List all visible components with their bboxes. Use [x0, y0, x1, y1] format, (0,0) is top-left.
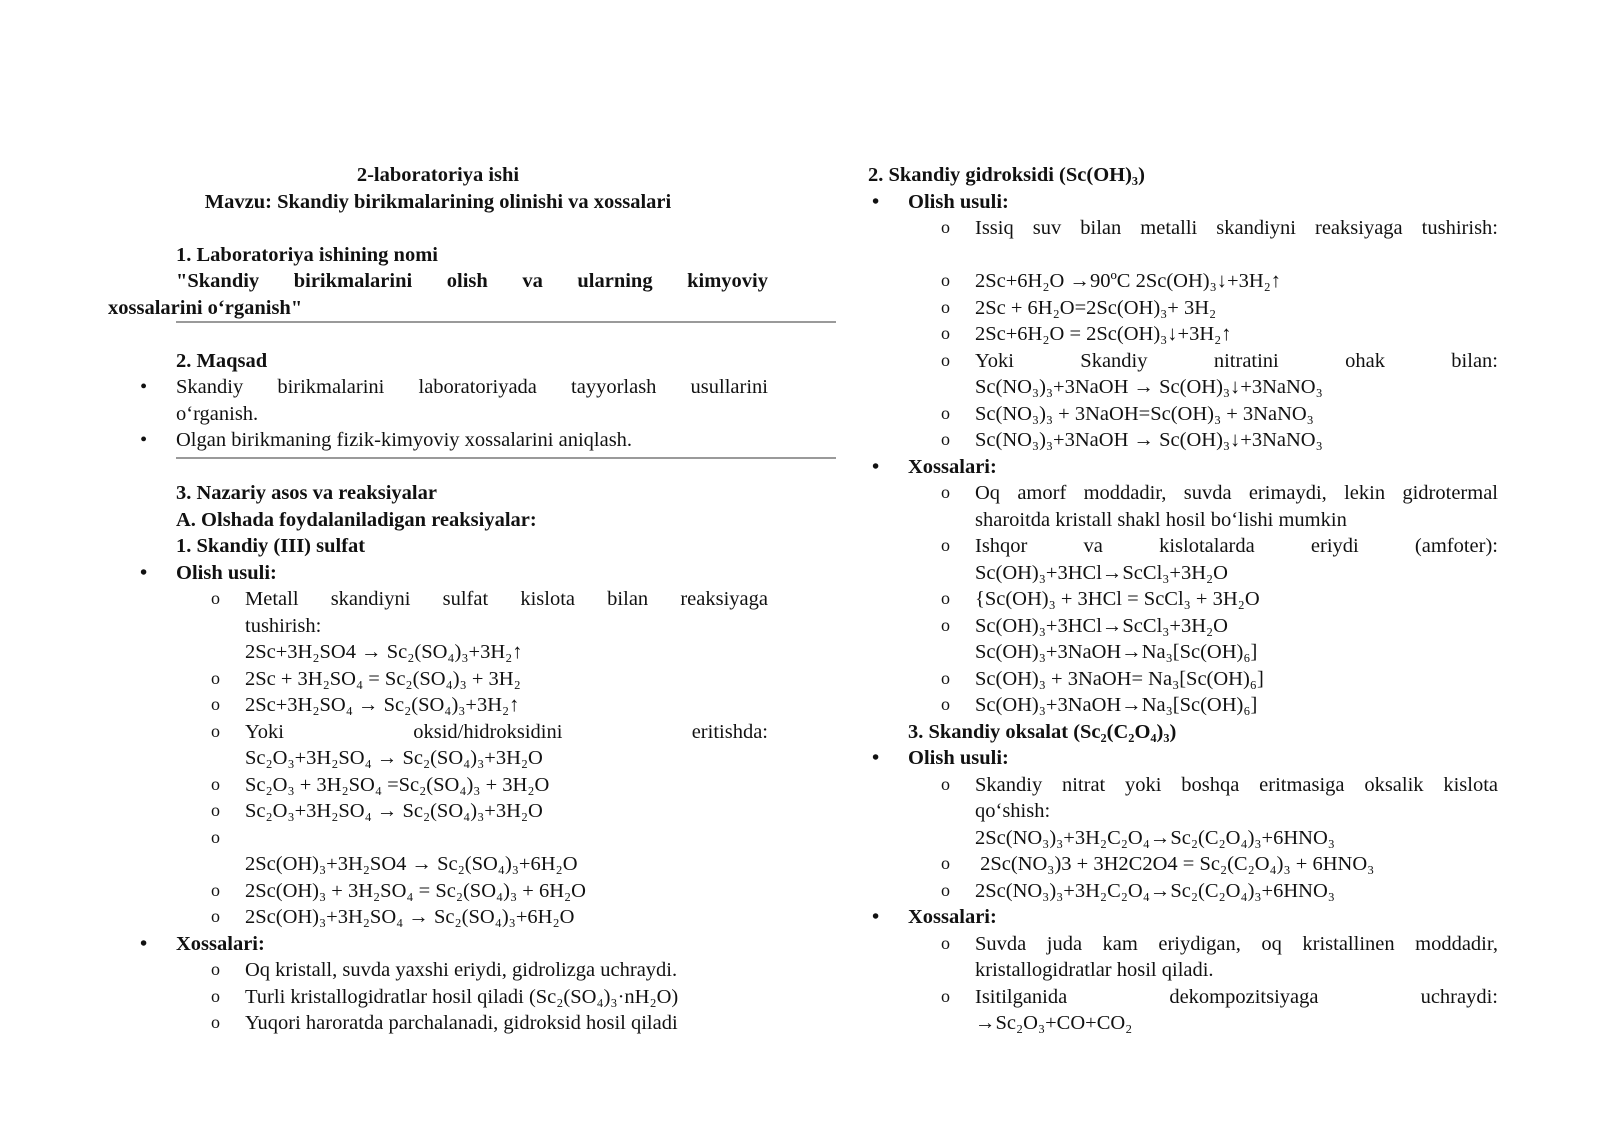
goal-item-1-line2: o‘rganish. — [176, 402, 259, 425]
hydroxide-property-2-line1: o Ishqor va kislotalarda eriydi (amfoter): — [868, 533, 1498, 560]
hydroxide-equation-3: o 2Sc+6H₂O = 2Sc(OH)₃↓+3H₂↑ — [868, 321, 1498, 348]
hydroxide-property-1-line2: sharoitda kristall shakl hosil bo‘lishi mumkin — [975, 508, 1347, 531]
hydroxide-property-4-line1: o Sc(OH)₃+3HCl→ScCl₃+3H₂O — [868, 613, 1498, 640]
section-1-heading: 1. Laboratoriya ishining nomi — [176, 243, 438, 266]
oxalate-equation-3: o 2Sc(NO₃)₃+3H₂C₂O₄→Sc₂(C₂O₄)₃+6HNO₃ — [868, 878, 1498, 905]
oxalate-property-2-line1: o Isitilganida dekompozitsiyaga uchraydi: — [868, 984, 1498, 1011]
equation-6: o Sc₂O₃+3H₂SO₄ → Sc₂(SO₄)₃+3H₂O — [108, 798, 768, 825]
section-1-name-line2: xossalarini o‘rganish" — [108, 296, 303, 319]
hydroxide-preparation-label: • Olish usuli: — [868, 189, 1498, 216]
oxalate-preparation-label: • Olish usuli: — [868, 745, 1498, 772]
property-3: o Yuqori haroratda parchalanadi, gidroksid hosil qiladi — [108, 1010, 768, 1037]
hydroxide-equation-1: o 2Sc+6H₂O →90ºC 2Sc(OH)₃↓+3H₂↑ — [868, 268, 1498, 295]
preparation-label: • Olish usuli: — [108, 560, 768, 587]
equation-7: 2Sc(OH)₃+3H₂SO4 → Sc₂(SO₄)₃+6H₂O — [245, 853, 578, 875]
right-column — [868, 162, 1498, 1037]
hydroxide-heading: 2. Skandiy gidroksidi (Sc(OH)₃) — [868, 164, 1145, 186]
property-1: o Oq kristall, suvda yaxshi eriydi, gidrolizga uchraydi. — [108, 957, 768, 984]
equation-9: o 2Sc(OH)₃+3H₂SO₄ → Sc₂(SO₄)₃+6H₂O — [108, 904, 768, 931]
method-1-equation: 2Sc+3H₂SO4 → Sc₂(SO₄)₃+3H₂↑ — [245, 641, 523, 663]
hydroxide-property-4-line2: Sc(OH)₃+3NaOH→Na₃[Sc(OH)₆] — [975, 641, 1258, 663]
oxalate-equation-2: o 2Sc(NO₃)3 + 3H2C2O4 = Sc₂(C₂O₄)₃ + 6HNO₃ — [868, 851, 1498, 878]
hydroxide-property-2-equation: Sc(OH)₃+3HCl→ScCl₃+3H₂O — [975, 561, 1228, 584]
method-2-line1: o Yoki oksid/hidroksidini eritishda: — [108, 719, 768, 746]
section-2-heading: 2. Maqsad — [176, 349, 268, 372]
hydroxide-method-2-line1: o Yoki Skandiy nitratini ohak bilan: — [868, 348, 1498, 375]
section-3-heading: 3. Nazariy asos va reaksiyalar — [176, 482, 437, 504]
left-column — [108, 162, 768, 1037]
hydroxide-method-1: o Issiq suv bilan metalli skandiyni reaksiyaga tushirish: — [868, 215, 1498, 242]
equation-3: o 2Sc+3H₂SO₄ → Sc₂(SO₄)₃+3H₂↑ — [108, 692, 768, 719]
equation-8: o 2Sc(OH)₃ + 3H₂SO₄ = Sc₂(SO₄)₃ + 6H₂O — [108, 878, 768, 905]
topic-title: Mavzu: Skandiy birikmalarining olinishi va xossalari — [204, 190, 672, 213]
method-1-line1: o Metall skandiyni sulfat kislota bilan reaksiyaga — [108, 586, 768, 613]
oxalate-properties-label: • Xossalari: — [868, 904, 1498, 931]
hydroxide-property-5: o Sc(OH)₃ + 3NaOH= Na₃[Sc(OH)₆] — [868, 666, 1498, 693]
property-2: o Turli kristallogidratlar hosil qiladi (Sc₂(SO₄)₃·nH₂O) — [108, 984, 768, 1011]
oxalate-heading: 3. Skandiy oksalat (Sc₂(C₂O₄)₃) — [908, 720, 1177, 743]
scandium-sulfate-heading: 1. Skandiy (III) sulfat — [176, 535, 366, 557]
equation-5: o Sc₂O₃ + 3H₂SO₄ =Sc₂(SO₄)₃ + 3H₂O — [108, 772, 768, 799]
section-divider-1 — [176, 321, 836, 323]
section-3-subheading-a: A. Olshada foydalaniladigan reaksiyalar: — [176, 508, 537, 531]
hydroxide-equation-4: o Sc(NO₃)₃ + 3NaOH=Sc(OH)₃ + 3NaNO₃ — [868, 401, 1498, 428]
oxalate-method-equation: 2Sc(NO₃)₃+3H₂C₂O₄→Sc₂(C₂O₄)₃+6HNO₃ — [975, 826, 1335, 849]
oxalate-property-1-line2: kristallogidratlar hosil qiladi. — [975, 959, 1214, 981]
hydroxide-properties-label: • Xossalari: — [868, 454, 1498, 481]
section-divider-2 — [176, 457, 836, 459]
hydroxide-property-1-line1: o Oq amorf moddadir, suvda erimaydi, lekin gidrotermal — [868, 480, 1498, 507]
hydroxide-equation-5: o Sc(NO₃)₃+3NaOH → Sc(OH)₃↓+3NaNO₃ — [868, 427, 1498, 454]
hydroxide-method-2-equation: Sc(NO₃)₃+3NaOH → Sc(OH)₃↓+3NaNO₃ — [975, 376, 1323, 398]
oxalate-property-2-equation: →Sc₂O₃+CO+CO₂ — [975, 1012, 1133, 1034]
oxalate-method-line2: qo‘shish: — [975, 800, 1051, 822]
oxalate-property-1-line1: o Suvda juda kam eriydigan, oq kristallinen moddadir, — [868, 931, 1498, 958]
hydroxide-property-6: o Sc(OH)₃+3NaOH→Na₃[Sc(OH)₆] — [868, 692, 1498, 719]
hydroxide-equation-2: o 2Sc + 6H₂O=2Sc(OH)₃+ 3H₂ — [868, 295, 1498, 322]
hydroxide-property-3: o {Sc(OH)₃ + 3HCl = ScCl₃ + 3H₂O — [868, 586, 1498, 613]
section-1-name-line1: "Skandiy birikmalarini olish va ularning kimyoviy — [176, 270, 768, 292]
equation-2: o 2Sc + 3H₂SO₄ = Sc₂(SO₄)₃ + 3H₂ — [108, 666, 768, 693]
method-1-line2: tushirish: — [245, 614, 322, 637]
oxalate-method-line1: o Skandiy nitrat yoki boshqa eritmasiga oksalik kislota — [868, 772, 1498, 799]
goal-item-1-line1: • Skandiy birikmalarini laboratoriyada tayyorlash usullarini — [108, 374, 768, 401]
goal-item-2: • Olgan birikmaning fizik-kimyoviy xossalarini aniqlash. — [108, 427, 768, 454]
method-2-equation: Sc₂O₃+3H₂SO₄ → Sc₂(SO₄)₃+3H₂O — [245, 747, 543, 769]
equation-7-bullet — [108, 825, 768, 852]
properties-label: • Xossalari: — [108, 931, 768, 958]
lab-title: 2-laboratoriya ishi — [356, 164, 520, 186]
